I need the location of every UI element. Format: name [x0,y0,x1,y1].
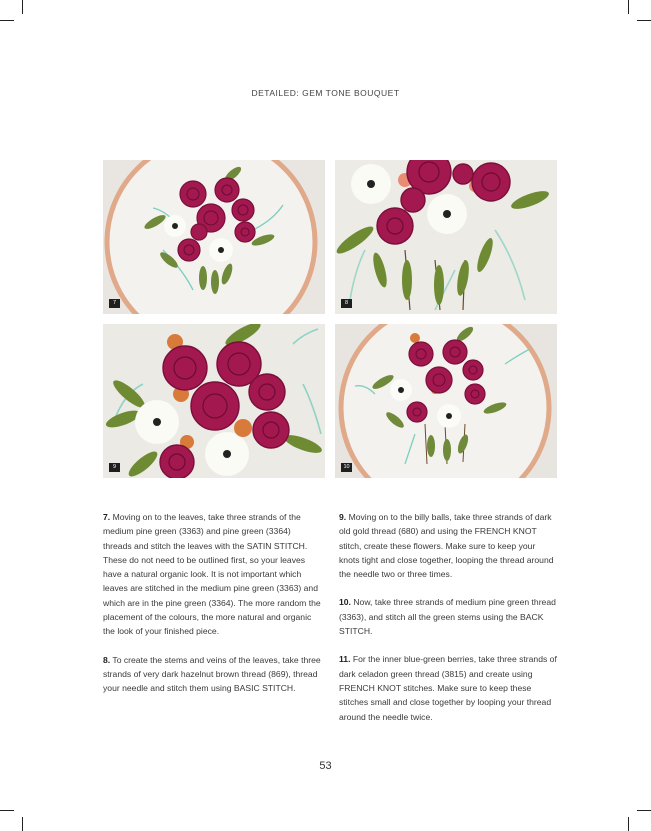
step-number: 11. [339,654,351,665]
step-text: For the inner blue-green berries, take three strands of dark celadon green thread (3815) and create using FRENCH KNOT stitches. Make sure to keep these stitches small and close together by looping your thread around the needle twice. [339,654,557,722]
crop-mark [628,0,629,14]
step-text: Moving on to the billy balls, take three strands of dark old gold thread (680) and using the FRENCH KNOT stitch, create these flowers. Make sure to keep your knots tight and close together, looping the thread around the needle two or three times. [339,512,554,580]
step-badge: 8 [341,299,352,308]
crop-mark [22,0,23,14]
step-paragraph [103,653,321,696]
step-number: 9. [339,512,347,522]
crop-mark [637,20,651,21]
crop-mark [0,20,14,21]
step-number: 8. [103,654,111,665]
step-paragraph [103,510,321,639]
photo-step-9 [103,324,325,478]
step-text: To create the stems and veins of the leaves, take three strands of very dark hazelnut brown thread (869), thread your needle and stitch them using BASIC STITCH. [103,654,321,694]
photo-step-7 [103,160,325,314]
photo-step-8 [335,160,557,314]
step-paragraph [339,652,557,723]
step-paragraph [339,510,557,581]
step-text: Now, take three strands of medium pine green thread (3363), and stitch all the green stems using the BACK STITCH. [339,597,556,637]
step-paragraph [339,595,557,638]
step-number: 10. [339,597,351,608]
instructions-left-column [103,510,321,710]
crop-mark [22,817,23,831]
crop-mark [0,810,14,811]
step-text: Moving on to the leaves, take three strands of the medium pine green (3363) and pine green (3364) threads and stitch the leaves with the SATIN STITCH. These do not need to be outlined first, so your leaves have a natural organic look. It is not important which leaves are stitched in the medium pine green (3363) and which are in the pine green (3364). The more random the placement of the colours, the more natural and organic the look of your finished piece. [103,512,321,637]
photo-step-10 [335,324,557,478]
step-badge: 10 [341,463,352,472]
crop-mark [637,810,651,811]
running-header: DETAILED: GEM TONE BOUQUET [251,88,400,98]
page-number: 53 [319,760,332,772]
step-badge: 7 [109,299,120,308]
instructions-right-column [339,510,557,738]
crop-mark [628,817,629,831]
step-number: 7. [103,512,111,522]
step-badge: 9 [109,463,120,472]
